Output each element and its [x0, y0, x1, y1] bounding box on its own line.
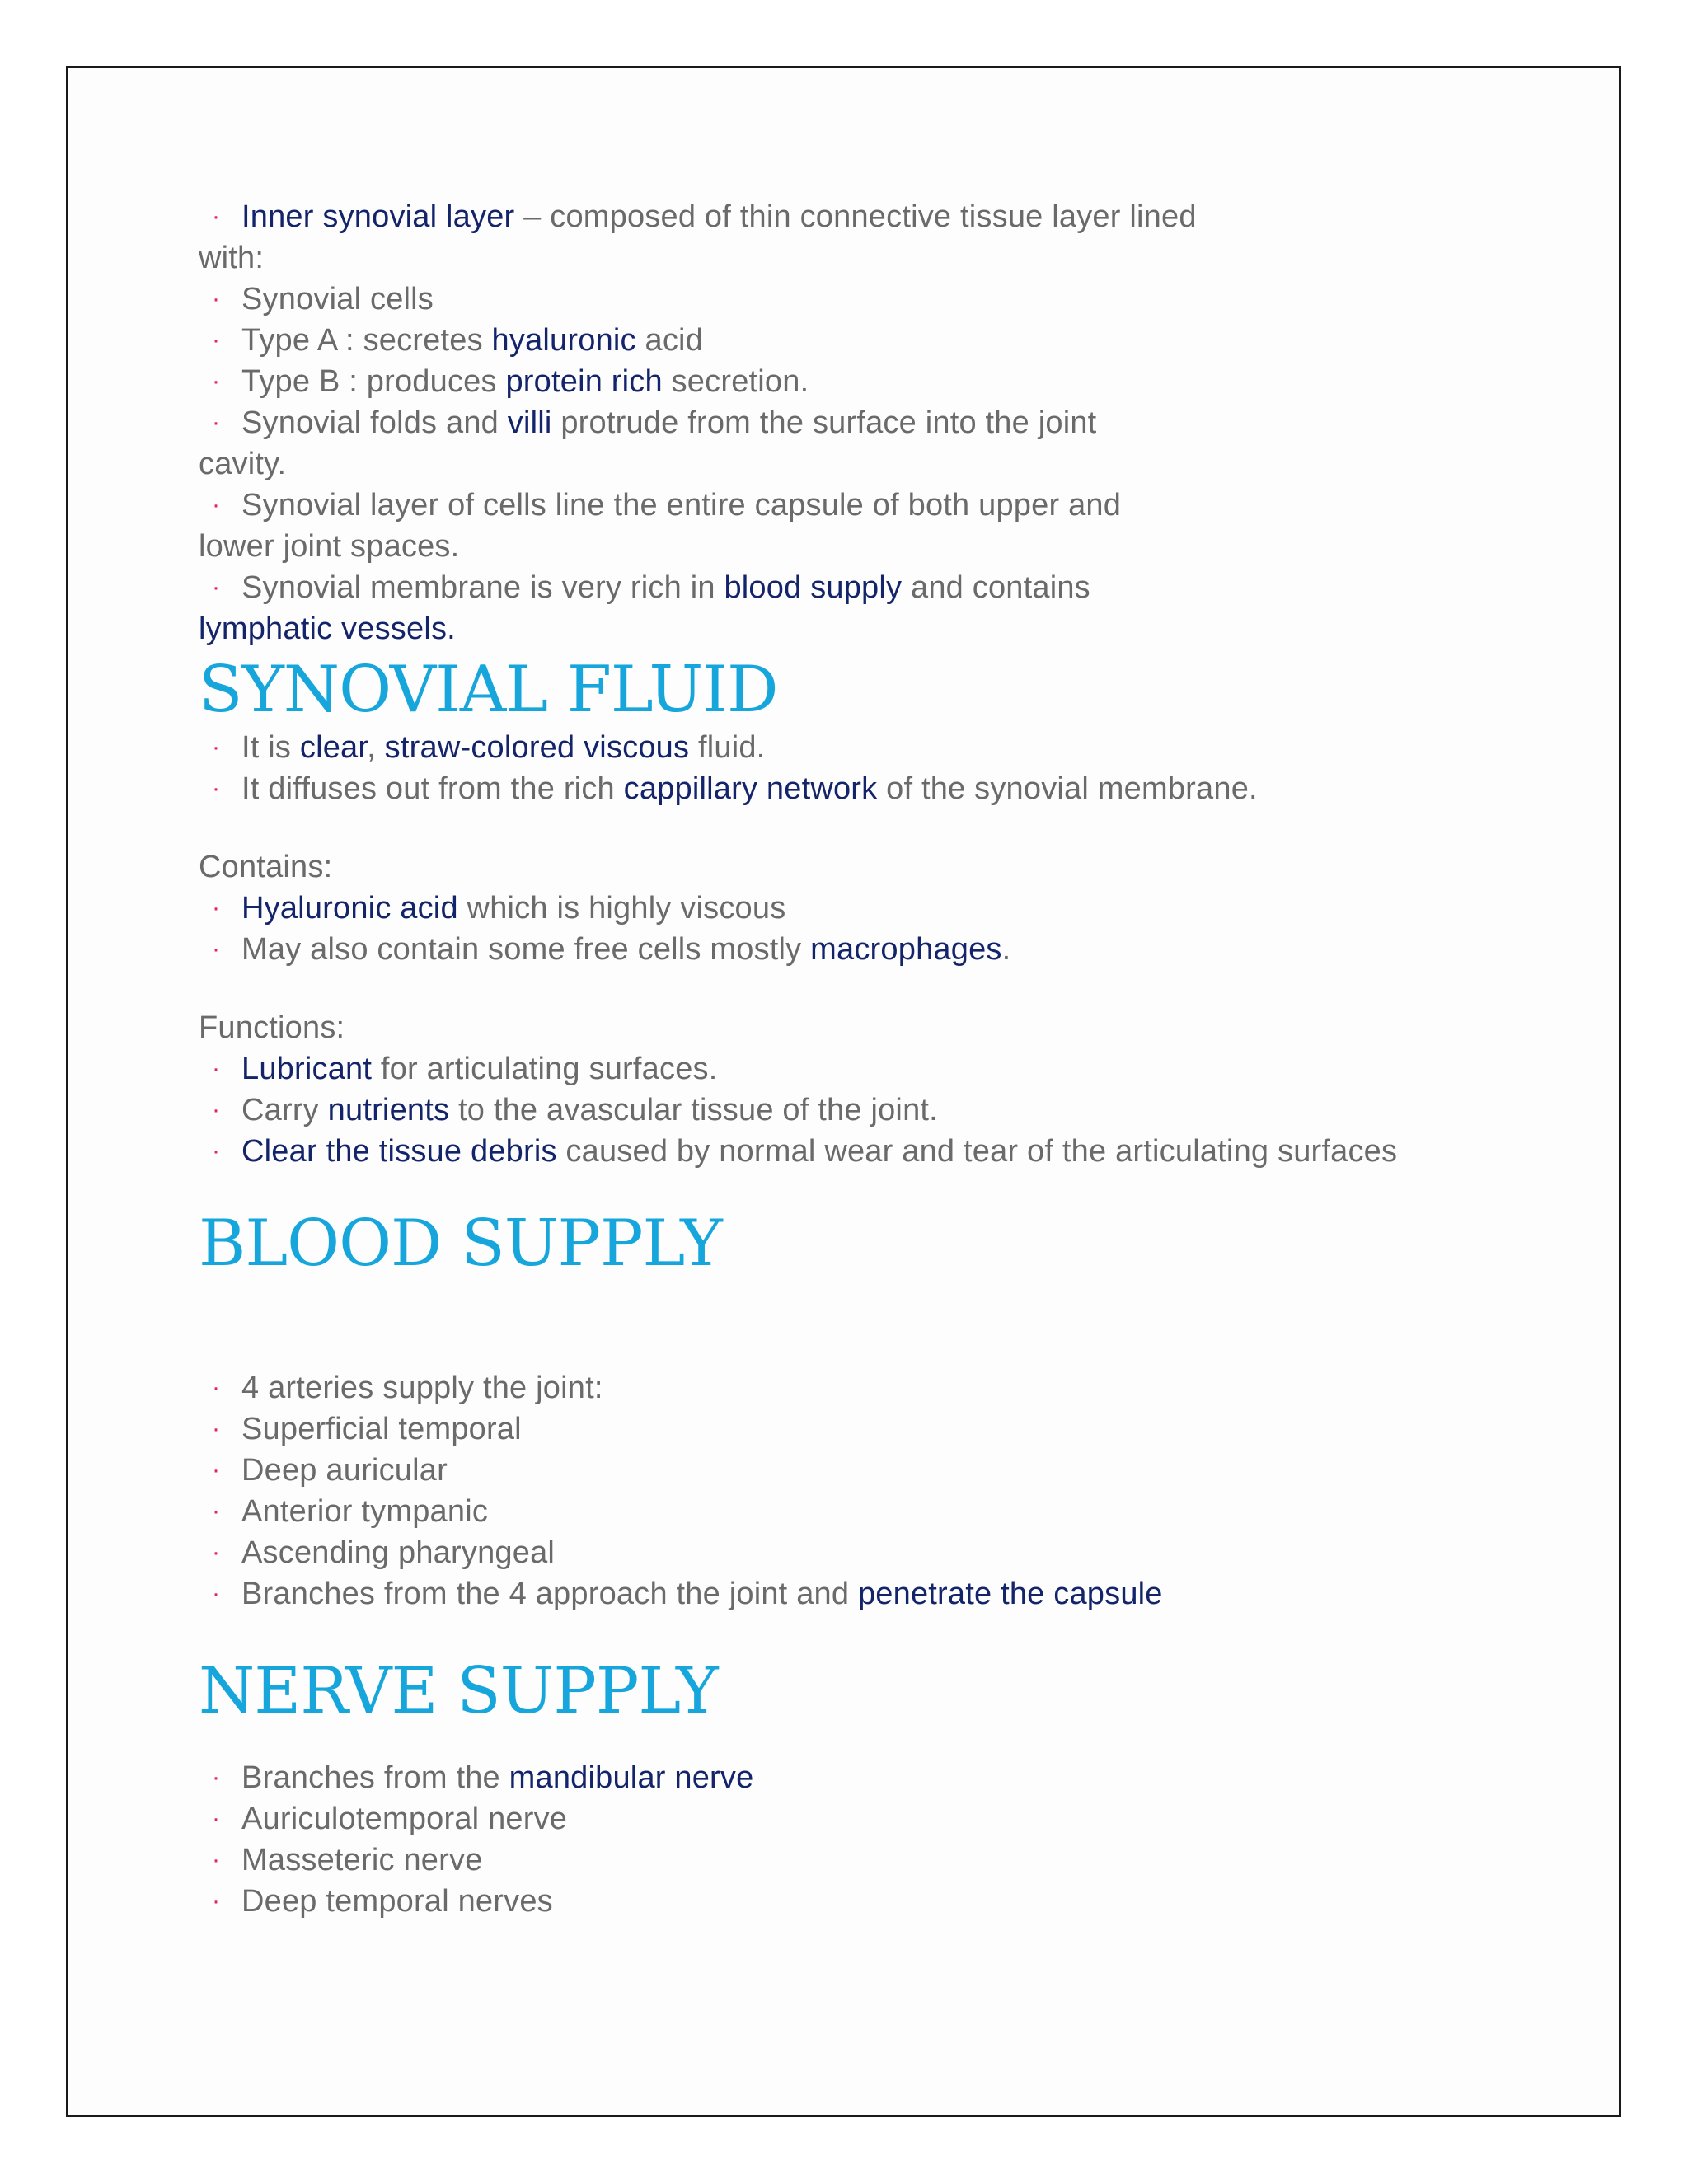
continuation-text: lower joint spaces.	[199, 529, 460, 564]
list-item: · Hyaluronic acid which is highly viscous	[199, 888, 1550, 929]
bullet-icon: ·	[212, 409, 221, 436]
bullet-icon: ·	[212, 326, 221, 354]
bullet-icon: ·	[212, 1415, 221, 1442]
bullet-icon: ·	[212, 203, 221, 230]
list-item: · Synovial folds and villi protrude from the surface into the joint	[199, 402, 1550, 443]
functions-label: Functions:	[199, 1010, 345, 1045]
bullet-icon: ·	[212, 1497, 221, 1525]
list-item: · Auriculotemporal nerve	[199, 1798, 1550, 1840]
bullet-icon: ·	[212, 894, 221, 921]
contains-label: Contains:	[199, 850, 333, 884]
list-item: · Deep auricular	[199, 1450, 1550, 1491]
list-item: · Lubricant for articulating surfaces.	[199, 1048, 1550, 1090]
bullet-icon: ·	[212, 1539, 221, 1566]
list-item: · Branches from the 4 approach the joint and penetrate the capsule	[199, 1573, 1550, 1615]
list-item: · 4 arteries supply the joint:	[199, 1367, 1550, 1408]
list-item: · Carry nutrients to the avascular tissue of the joint.	[199, 1090, 1550, 1131]
list-item: · Superficial temporal	[199, 1408, 1550, 1450]
section-heading-blood-supply: BLOOD SUPPLY	[199, 1207, 722, 1281]
bullet-icon: ·	[212, 935, 221, 963]
list-item: · Anterior tympanic	[199, 1491, 1550, 1532]
continuation-text: lymphatic vessels.	[199, 612, 456, 646]
bullet-icon: ·	[212, 1096, 221, 1123]
list-item: · Branches from the mandibular nerve	[199, 1757, 1550, 1798]
list-item: · Deep temporal nerves	[199, 1881, 1550, 1922]
bullet-icon: ·	[212, 1887, 221, 1915]
blood-supply-list	[199, 1367, 1550, 1615]
bullet-icon: ·	[212, 733, 221, 761]
bullet-icon: ·	[212, 368, 221, 395]
list-item: · Clear the tissue debris caused by normal wear and tear of the articulating surfaces	[199, 1131, 1550, 1172]
list-item: · Type B : produces protein rich secretion.	[199, 361, 1550, 402]
bullet-icon: ·	[212, 775, 221, 802]
list-item: · Synovial cells	[199, 279, 1550, 320]
bullet-icon: ·	[212, 1137, 221, 1165]
continuation-text: with:	[199, 241, 265, 275]
bullet-icon: ·	[212, 491, 221, 518]
bullet-icon: ·	[212, 1805, 221, 1832]
list-item: · It is clear, straw-colored viscous fluid.	[199, 727, 1550, 768]
document-body	[199, 196, 1550, 1922]
bullet-icon: ·	[212, 1456, 221, 1483]
list-item: · Masseteric nerve	[199, 1840, 1550, 1881]
list-item: · Ascending pharyngeal	[199, 1532, 1550, 1573]
bullet-icon: ·	[212, 285, 221, 312]
bullet-icon: ·	[212, 1374, 221, 1401]
nerve-supply-list	[199, 1757, 1550, 1922]
bullet-icon: ·	[212, 1764, 221, 1791]
list-item: · Synovial layer of cells line the entire capsule of both upper and	[199, 485, 1550, 526]
bullet-icon: ·	[212, 574, 221, 601]
bullet-icon: ·	[212, 1055, 221, 1082]
section-heading-synovial-fluid: SYNOVIAL FLUID	[199, 653, 778, 727]
list-item: · Type A : secretes hyaluronic acid	[199, 320, 1550, 361]
list-item: · May also contain some free cells mostly macrophages.	[199, 929, 1550, 970]
bullet-icon: ·	[212, 1580, 221, 1607]
list-item: · Inner synovial layer – composed of thin connective tissue layer lined	[199, 196, 1550, 237]
continuation-text: cavity.	[199, 447, 287, 481]
bullet-icon: ·	[212, 1846, 221, 1873]
section-heading-nerve-supply: NERVE SUPPLY	[199, 1654, 718, 1728]
list-item: · It diffuses out from the rich cappillary network of the synovial membrane.	[199, 768, 1550, 809]
list-item: · Synovial membrane is very rich in blood supply and contains	[199, 567, 1550, 608]
